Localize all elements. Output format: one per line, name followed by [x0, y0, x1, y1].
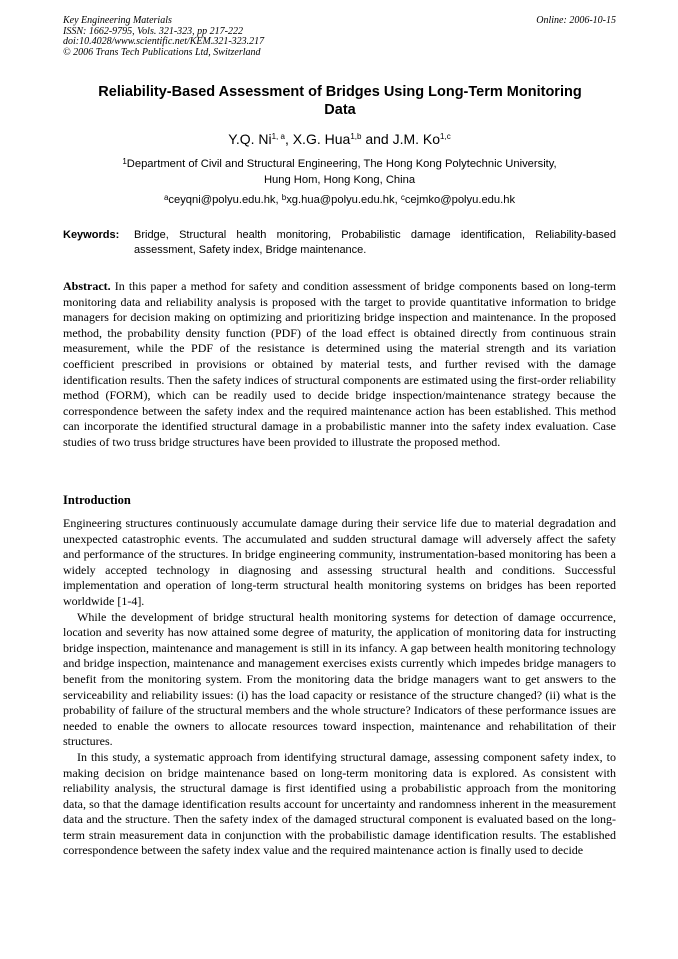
journal-name: Key Engineering Materials — [63, 15, 172, 26]
paper-title: Reliability-Based Assessment of Bridges Using Long-Term Monitoring Data — [98, 84, 582, 118]
author-name: Y.Q. Ni — [228, 131, 272, 147]
author-name: J.M. Ko — [392, 131, 441, 147]
introduction-section — [63, 516, 616, 859]
email-link[interactable]: cejmko@polyu.edu.hk — [404, 194, 516, 206]
abstract — [63, 279, 616, 451]
keywords-text: Bridge, Structural health monitoring, Probabilistic damage identification, Reliability-based assessment, Safety index, Bridge maintenance. — [134, 229, 616, 256]
affiliation-sup: 1 — [122, 157, 127, 166]
online-date: Online: 2006-10-15 — [536, 15, 616, 26]
abstract-text: In this paper a method for safety and condition assessment of bridge components based on long-term monitoring data and reliability analysis is proposed with the target to provide quantitative information to bridge managers for decision making on optimizing and prioritizing bridge inspection and maintenance. In the proposed method, the probability density function (PDF) of the load effect is obtained directly from continuous strain measurement, while the PDF of the resistance is determined using the material strength and its variation coefficient prescribed in provisions or obtained by material tests, and further revised with the damage identification results. Then the safety indices of structural components are estimated using the first-order reliability method (FORM), which can be readily used to decide bridge inspection/maintenance strategy because the correspondence between the safety index and the required maintenance action has been established. This method can incorporate the identified structural damage in a probabilistic manner into the safety index evaluation. Case studies of two truss bridge structures have been provided to illustrate the proposed method. — [63, 279, 617, 449]
affiliation-line: Department of Civil and Structural Engineering, The Hong Kong Polytechnic University, — [126, 158, 557, 170]
paragraph: Engineering structures continuously accumulate damage during their service life due to material degradation and unexpected catastrophic events. The accumulated and sudden structural damage will adversely affect the safety and performance of the structures. In bridge engineering community, instrumentation-based monitoring has been a widely accepted technology in diagnosing and assessing structural health and conditions. Successful implementation and operation of long-term structural health monitoring systems on bridges has been reported worldwide [1-4]. — [63, 516, 616, 608]
section-heading-introduction: Introduction — [63, 493, 131, 507]
author-sup: 1,b — [350, 132, 362, 141]
affiliation-line: Hung Hom, Hong Kong, China — [263, 174, 416, 186]
email-sup: a — [163, 193, 169, 202]
issn-line: ISSN: 1662-9795, Vols. 321-323, pp 217-222 — [63, 25, 243, 37]
email-list: $^a$ceyqni@polyu.edu.hk, $^b$xg.hua@polyu.edu.hk, $^c$cejmko@polyu.edu.hk — [163, 193, 516, 206]
copyright-line: © 2006 Trans Tech Publications Ltd, Switzerland — [63, 46, 261, 58]
paragraph: While the development of bridge structural health monitoring systems for detection of damage occurrence, location and severity has now attained some degree of maturity, the application of monitoring data for instructing bridge inspection, maintenance and management is still in its infancy. A gap between health monitoring technology and bridge inspection, maintenance and management exercises exists currently which impedes bridge managers to benefit from the monitoring system. From the monitoring data the bridge managers want to get answers to the serviceability and reliability issues: (i) has the load capacity or resistance of the structure changed? (ii) what is the probability of failure of the structural members and the whole structure? Indicators of these performance issues are needed to enable the owners to allocate resources toward inspection, maintenance and rehabilitation of their structures. — [63, 609, 616, 749]
paragraph: In this study, a systematic approach from identifying structural damage, assessing component safety index, to making decision on bridge maintenance based on long-term monitoring data is explored. As consistent with reliability analysis, the structural damage is first identified using a probabilistic approach from the monitoring data, so that the damage identification results account for uncertainty and randomness inherent in the measurement data and the structure. Then the safety index of the damaged structural component is evaluated based on the long-term strain measurement data in conjunction with the probabilistic damage identification results. The established correspondence between the safety index value and the required maintenance action is finally used to decide — [63, 749, 616, 858]
author-name: X.G. Hua — [292, 131, 351, 147]
author-sup: 1,c — [440, 132, 451, 141]
affiliation — [63, 156, 616, 188]
journal-header — [63, 16, 616, 58]
email-sup: b — [281, 193, 287, 202]
author-list: Y.Q. Ni$^{1, a}$, X.G. Hua$^{1,b}$ and J.M. Ko$^{1,c}$ — [228, 131, 451, 147]
keywords-block — [63, 228, 616, 257]
email-link[interactable]: ceyqni@polyu.edu.hk — [168, 194, 276, 206]
doi-line: doi:10.4028/www.scientific.net/KEM.321-323.217 — [63, 36, 265, 48]
email-link[interactable]: xg.hua@polyu.edu.hk — [286, 194, 395, 206]
author-sup: 1, a — [271, 132, 285, 141]
abstract-label: Abstract. — [63, 279, 111, 293]
author-conjunction: and — [365, 131, 389, 147]
email-sup: c — [400, 193, 405, 202]
keywords-label: Keywords: — [63, 229, 120, 241]
